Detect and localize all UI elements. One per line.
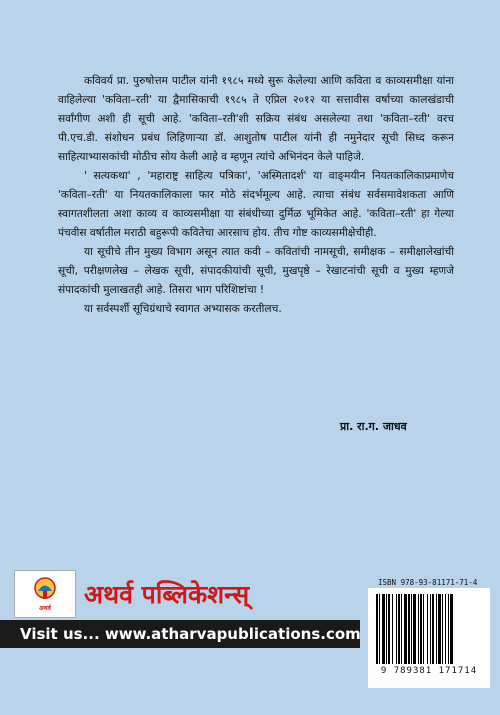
publisher-logo-icon bbox=[30, 577, 60, 603]
barcode-bar bbox=[392, 594, 393, 664]
publisher-logo bbox=[14, 570, 76, 618]
barcode-bar bbox=[379, 594, 380, 664]
back-cover-blurb bbox=[58, 72, 454, 319]
barcode-bar bbox=[396, 594, 397, 664]
barcode-digits: 9 789381 171714 bbox=[380, 666, 478, 676]
barcode-bar bbox=[430, 594, 431, 664]
barcode-bar bbox=[408, 594, 410, 664]
barcode-bar bbox=[448, 594, 449, 664]
blurb-paragraph-2: ' सत्यकथा' , 'महाराष्ट्र साहित्य पत्रिका', 'अस्मितादर्श' या वाङ्‌मयीन नियतकालिकाप्रमाणेच 'कविता–रती' या नियतकालिकाला फार मोठे संदर्भमूल्य आहे. त्याचा संबंध सर्वसमावेशकता आणि स्वागतशीलता अशा काव्य व काव्यसमीक्षा या संबंधीच्या दुर्मिळ भूमिकेत आहे. 'कविता–रती' हा गेल्या पंचवीस वर्षातील मराठी बहुरूपी कवितेचा आरसाच होय. तीच गोष्ट काव्यसमीक्षेचीही. bbox=[58, 170, 454, 239]
barcode-bar bbox=[386, 594, 387, 664]
barcode-bar bbox=[423, 594, 424, 664]
barcode-bar bbox=[413, 594, 416, 664]
barcode bbox=[368, 588, 490, 688]
barcode-bar bbox=[404, 594, 407, 664]
barcode-bar bbox=[411, 594, 412, 664]
barcode-bar bbox=[388, 594, 390, 664]
barcode-bar bbox=[436, 594, 437, 664]
barcode-bar bbox=[418, 594, 419, 664]
blurb-paragraph-4: या सर्वस्पर्शी सूचिग्रंथाचे स्वागत अभ्यासक करतीलच. bbox=[84, 303, 282, 315]
barcode-bar bbox=[398, 594, 400, 664]
blurb-paragraph-3: या सूचीचे तीन मुख्य विभाग असून त्यात कवी – कवितांची नामसूची, समीक्षक – समीक्षालेखांची सूची, परीक्षणलेख – लेखक सूची, संपादकीयांची सूची, मुखपृष्ठे – रेखाटनांची सूची व मुख्य म्हणजे संपादकांची मुलाखतही आहे. तिसरा भाग परिशिष्टांचा ! bbox=[58, 246, 454, 296]
barcode-bar bbox=[382, 594, 385, 664]
barcode-bar bbox=[420, 594, 422, 664]
barcode-bar bbox=[445, 594, 446, 664]
barcode-bar bbox=[450, 594, 453, 664]
barcode-bar bbox=[432, 594, 434, 664]
publisher-name: अथर्व पब्लिकेशन्स् bbox=[84, 580, 250, 609]
website-link[interactable]: Visit us... www.atharvapublications.com bbox=[0, 620, 360, 648]
publisher-block bbox=[14, 570, 249, 618]
barcode-bar bbox=[427, 594, 428, 664]
isbn-label: ISBN 978-93-81171-71-4 bbox=[378, 578, 478, 587]
publisher-logo-text: अथर्व bbox=[39, 604, 51, 612]
blurb-paragraph-1: कविवर्य प्रा. पुरुषोत्तम पाटील यांनी १९८५ मध्ये सुरू केलेल्या आणि कविता व काव्यसमीक्षा यांना वाहिलेल्या 'कविता–रती' या द्वैमासिकाची १९८५ ते एप्रिल २०१२ या सत्तावीस वर्षाच्या कालखंडाची सर्वांगीण अशी ही सूची आहे. 'कविता–रती'शी सक्रिय संबंध असलेल्या तथा 'कविता–रती' वरच पी.एच.डी. संशोधन प्रबंध लिहिणाऱ्या डॉ. आशुतोष पाटील यांनी ही नमुनेदार सूची सिध्द करून साहित्याभ्यासकांची मोठीच सोय केली आहे व म्हणून त्यांचे अभिनंदन केले पाहिजे. bbox=[58, 75, 454, 163]
barcode-bar bbox=[442, 594, 443, 664]
author-signature: प्रा. रा.ग. जाधव bbox=[340, 420, 407, 433]
barcode-bar bbox=[438, 594, 441, 664]
barcode-bars bbox=[376, 594, 482, 664]
barcode-bar bbox=[376, 594, 378, 664]
barcode-bar bbox=[401, 594, 402, 664]
